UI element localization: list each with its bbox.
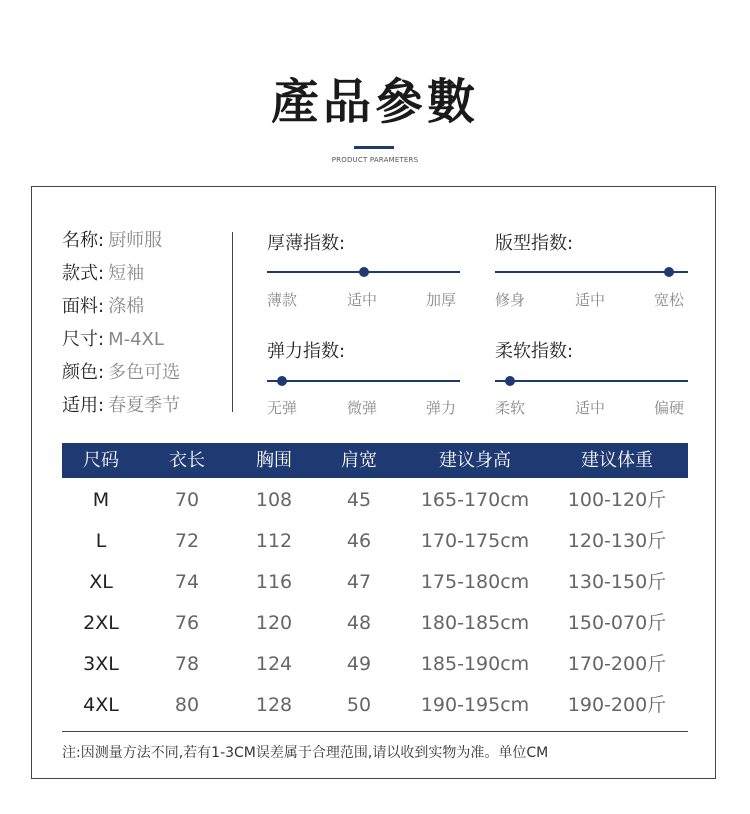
info-value: 短袖 — [108, 263, 145, 284]
fit-index-title: 版型指数: — [495, 233, 574, 254]
fit-label-mid: 适中 — [575, 291, 606, 309]
cell-weight: 170-200斤 — [567, 653, 667, 675]
info-row-color — [62, 360, 180, 393]
fit-index-track — [495, 271, 688, 273]
info-value: 厨师服 — [108, 230, 163, 251]
cell-shoulder: 47 — [346, 571, 372, 593]
cell-chest: 120 — [255, 612, 293, 634]
cell-height: 190-195cm — [420, 694, 530, 716]
cell-shoulder: 46 — [346, 530, 372, 552]
fit-label-high: 宽松 — [654, 291, 685, 309]
cell-length: 74 — [174, 571, 200, 593]
cell-weight: 100-120斤 — [567, 489, 667, 511]
info-row-season — [62, 393, 180, 426]
table-row — [62, 562, 688, 603]
elasticity-label-low: 无弹 — [267, 399, 298, 417]
cell-chest: 112 — [255, 530, 293, 552]
info-key: 颜色: — [62, 362, 105, 383]
info-key: 面料: — [62, 296, 105, 317]
cell-shoulder: 49 — [346, 653, 372, 675]
info-row-name — [62, 228, 180, 261]
cell-length: 78 — [174, 653, 200, 675]
cell-length: 72 — [174, 530, 200, 552]
page-title: 產品參數 — [270, 74, 479, 130]
info-value: 涤棉 — [108, 296, 145, 317]
cell-chest: 124 — [255, 653, 293, 675]
measurement-note: 注:因测量方法不同,若有1-3CM误差属于合理范围,请以收到实物为准。单位CM — [62, 745, 549, 761]
fit-index-marker — [664, 267, 674, 277]
title-underline — [354, 146, 394, 149]
cell-size: L — [95, 530, 107, 552]
fit-label-low: 修身 — [495, 291, 526, 309]
cell-size: 2XL — [83, 612, 119, 634]
cell-height: 185-190cm — [420, 653, 530, 675]
header-weight: 建议体重 — [581, 450, 653, 471]
info-divider — [232, 232, 233, 412]
info-value: 春夏季节 — [108, 395, 181, 416]
cell-height: 175-180cm — [420, 571, 530, 593]
softness-label-high: 偏硬 — [654, 399, 685, 417]
cell-length: 70 — [174, 489, 200, 511]
cell-height: 180-185cm — [420, 612, 530, 634]
cell-shoulder: 45 — [346, 489, 372, 511]
cell-size: 3XL — [83, 653, 119, 675]
softness-label-mid: 适中 — [575, 399, 606, 417]
table-row — [62, 521, 688, 562]
table-footer-divider — [62, 731, 688, 732]
elasticity-index-title: 弹力指数: — [267, 341, 346, 362]
cell-height: 165-170cm — [420, 489, 530, 511]
info-row-size — [62, 327, 180, 360]
header-shoulder: 肩宽 — [341, 450, 377, 471]
cell-size: 4XL — [83, 694, 119, 716]
product-info-list — [62, 228, 180, 426]
elasticity-label-high: 弹力 — [426, 399, 457, 417]
cell-weight: 150-070斤 — [567, 612, 667, 634]
softness-index-title: 柔软指数: — [495, 341, 574, 362]
cell-weight: 130-150斤 — [567, 571, 667, 593]
thickness-index-marker — [359, 267, 369, 277]
cell-chest: 128 — [255, 694, 293, 716]
info-value: M-4XL — [108, 329, 164, 350]
size-table-header — [62, 443, 688, 478]
header-height: 建议身高 — [439, 450, 511, 471]
softness-index-track — [495, 380, 688, 382]
cell-shoulder: 50 — [346, 694, 372, 716]
cell-chest: 108 — [255, 489, 293, 511]
cell-length: 80 — [174, 694, 200, 716]
cell-chest: 116 — [255, 571, 293, 593]
info-key: 名称: — [62, 230, 105, 251]
cell-weight: 120-130斤 — [567, 530, 667, 552]
table-row — [62, 685, 688, 726]
info-key: 款式: — [62, 263, 105, 284]
cell-length: 76 — [174, 612, 200, 634]
cell-shoulder: 48 — [346, 612, 372, 634]
cell-height: 170-175cm — [420, 530, 530, 552]
cell-weight: 190-200斤 — [567, 694, 667, 716]
thickness-index-title: 厚薄指数: — [267, 233, 346, 254]
elasticity-label-mid: 微弹 — [347, 399, 378, 417]
info-value: 多色可选 — [108, 362, 181, 383]
cell-size: XL — [89, 571, 113, 593]
table-row — [62, 480, 688, 521]
info-key: 尺寸: — [62, 329, 105, 350]
header-size: 尺码 — [83, 450, 119, 471]
info-row-fabric — [62, 294, 180, 327]
header-chest: 胸围 — [256, 450, 292, 471]
cell-size: M — [92, 489, 110, 511]
thickness-label-mid: 适中 — [347, 291, 378, 309]
thickness-label-high: 加厚 — [426, 291, 457, 309]
table-row — [62, 603, 688, 644]
info-row-style — [62, 261, 180, 294]
table-row — [62, 644, 688, 685]
elasticity-index-track — [267, 380, 460, 382]
page-subtitle: PRODUCT PARAMETERS — [331, 156, 419, 164]
header-length: 衣长 — [169, 450, 205, 471]
info-key: 适用: — [62, 395, 105, 416]
thickness-label-low: 薄款 — [267, 291, 298, 309]
softness-label-low: 柔软 — [495, 399, 526, 417]
